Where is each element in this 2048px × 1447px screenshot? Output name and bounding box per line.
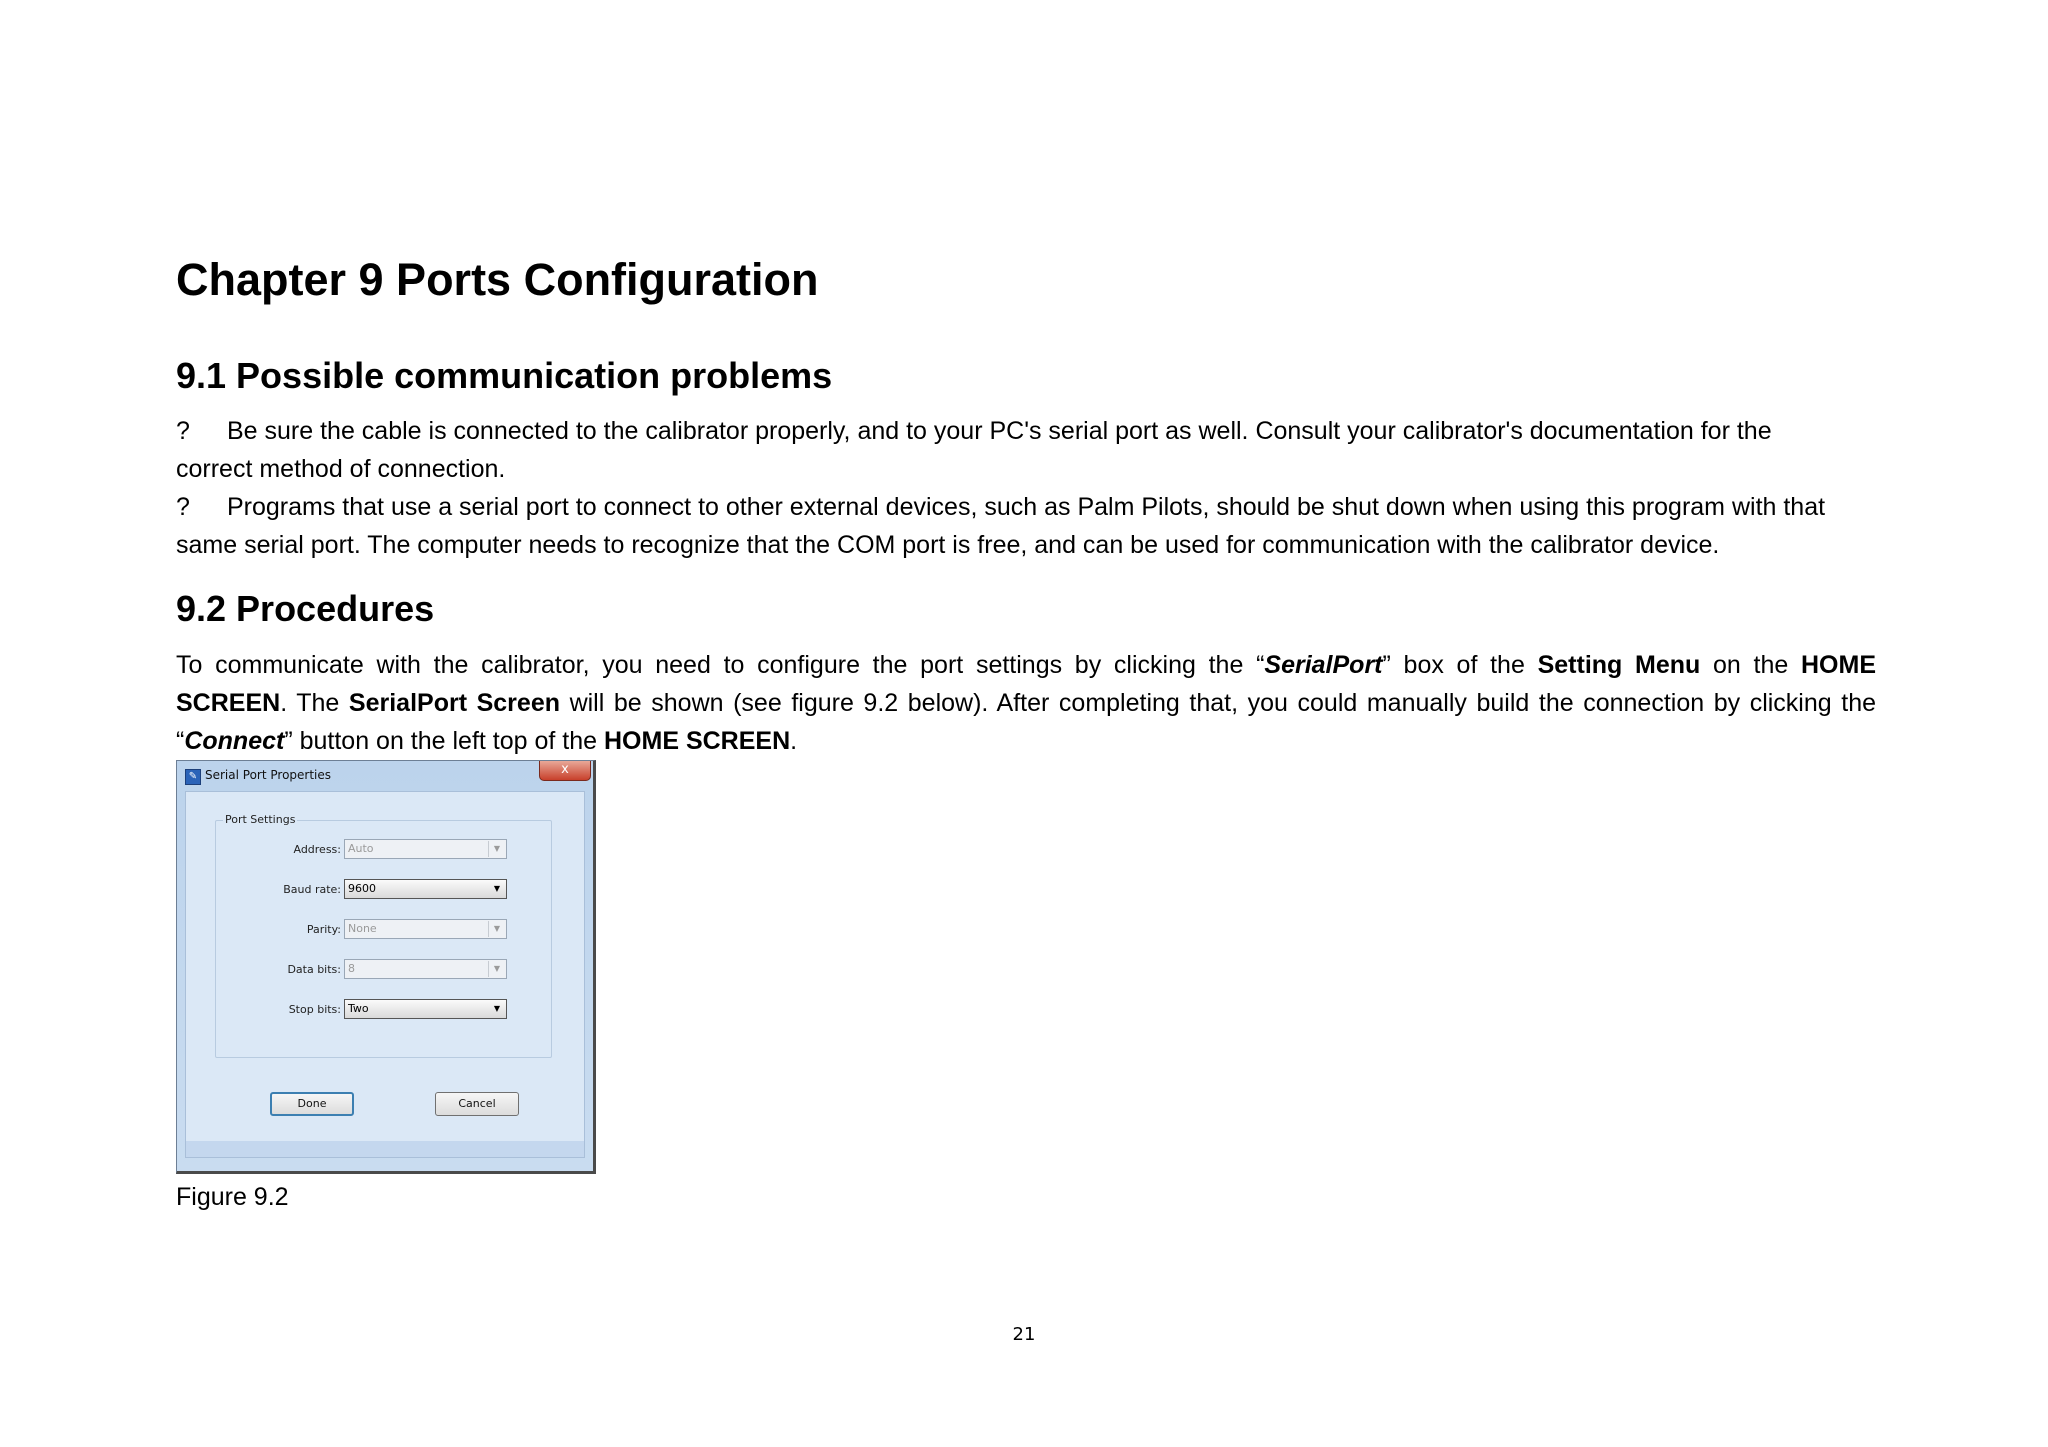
dialog-client-area (185, 791, 585, 1158)
dialog-bottom-strip (186, 1141, 584, 1157)
chevron-down-icon: ▼ (488, 841, 505, 857)
bullet-1-line-2: correct method of connection. (176, 455, 506, 483)
chevron-down-icon: ▼ (493, 1004, 501, 1013)
stop-bits-value: Two (348, 1002, 369, 1015)
text-run: ” box of the (1382, 651, 1538, 679)
text-run: “ (176, 727, 185, 755)
address-row (216, 839, 551, 863)
bullet-1-line-1 (176, 414, 1772, 448)
home-term: HOME (1801, 651, 1876, 679)
figure-caption: Figure 9.2 (176, 1183, 289, 1211)
app-icon: ✎ (185, 769, 201, 785)
data-bits-row (216, 959, 551, 983)
stop-bits-label: Stop bits: (288, 1003, 341, 1016)
data-bits-label: Data bits: (287, 963, 341, 976)
chevron-down-icon: ▼ (493, 884, 501, 893)
done-button[interactable]: Done (270, 1092, 354, 1116)
section-title-9-2: 9.2 Procedures (176, 588, 435, 629)
address-select[interactable] (344, 839, 507, 859)
port-settings-group (215, 813, 552, 1058)
text-run: ” button on the left top of the (284, 727, 604, 755)
setting-menu-term: Setting Menu (1537, 651, 1701, 679)
serial-port-properties-dialog (176, 760, 596, 1174)
address-value: Auto (348, 842, 374, 855)
bullet-2-line-2: same serial port. The computer needs to recognize that the COM port is free, and can be used for communication with the calibrator device. (176, 531, 1720, 559)
parity-label: Parity: (306, 923, 341, 936)
procedure-line-1 (176, 648, 1876, 682)
screen-term: SCREEN (176, 689, 281, 717)
text-run: on the (1700, 651, 1801, 679)
baud-rate-label: Baud rate: (283, 883, 341, 896)
port-settings-label: Port Settings (225, 813, 296, 826)
serialport-screen-term: SerialPort Screen (348, 689, 560, 717)
procedure-line-2 (176, 686, 1876, 720)
stop-bits-row (216, 999, 551, 1023)
baud-rate-value: 9600 (348, 882, 376, 895)
procedure-line-3 (176, 724, 1876, 758)
text-run: To communicate with the calibrator, you need to configure the port settings by clicking the “ (176, 651, 1265, 679)
chevron-down-icon: ▼ (488, 921, 505, 937)
stop-bits-select[interactable] (344, 999, 507, 1019)
page-number: 21 (1012, 1324, 1036, 1345)
data-bits-select[interactable] (344, 959, 507, 979)
bullet-marker: ? (176, 493, 190, 521)
text-run: will be shown (see figure 9.2 below). After completing that, you could manually build the connection by clicking the (560, 689, 1877, 717)
dialog-titlebar (177, 761, 593, 791)
parity-value: None (348, 922, 377, 935)
address-label: Address: (293, 843, 341, 856)
bullet-marker: ? (176, 417, 190, 445)
cancel-button[interactable]: Cancel (435, 1092, 519, 1116)
close-icon[interactable]: x (539, 761, 591, 781)
baud-rate-row (216, 879, 551, 903)
text-run: . (790, 727, 798, 755)
connect-term: Connect (184, 727, 285, 755)
parity-row (216, 919, 551, 943)
bullet-2-line-1 (176, 490, 1825, 524)
section-title-9-1: 9.1 Possible communication problems (176, 355, 833, 396)
home-screen-term: HOME SCREEN (604, 727, 791, 755)
data-bits-value: 8 (348, 962, 355, 975)
bullet-1-text: Be sure the cable is connected to the calibrator properly, and to your PC's serial port as well. Consult your calibrator's documentation for the (227, 417, 1772, 445)
parity-select[interactable] (344, 919, 507, 939)
dialog-title: Serial Port Properties (205, 768, 332, 782)
serialport-term: SerialPort (1264, 651, 1383, 679)
baud-rate-select[interactable] (344, 879, 507, 899)
chevron-down-icon: ▼ (488, 961, 505, 977)
bullet-2-text: Programs that use a serial port to connect to other external devices, such as Palm Pilots, should be shut down when using this program with that (227, 493, 1826, 521)
chapter-title: Chapter 9 Ports Configuration (176, 254, 819, 305)
text-run: . The (280, 689, 349, 717)
